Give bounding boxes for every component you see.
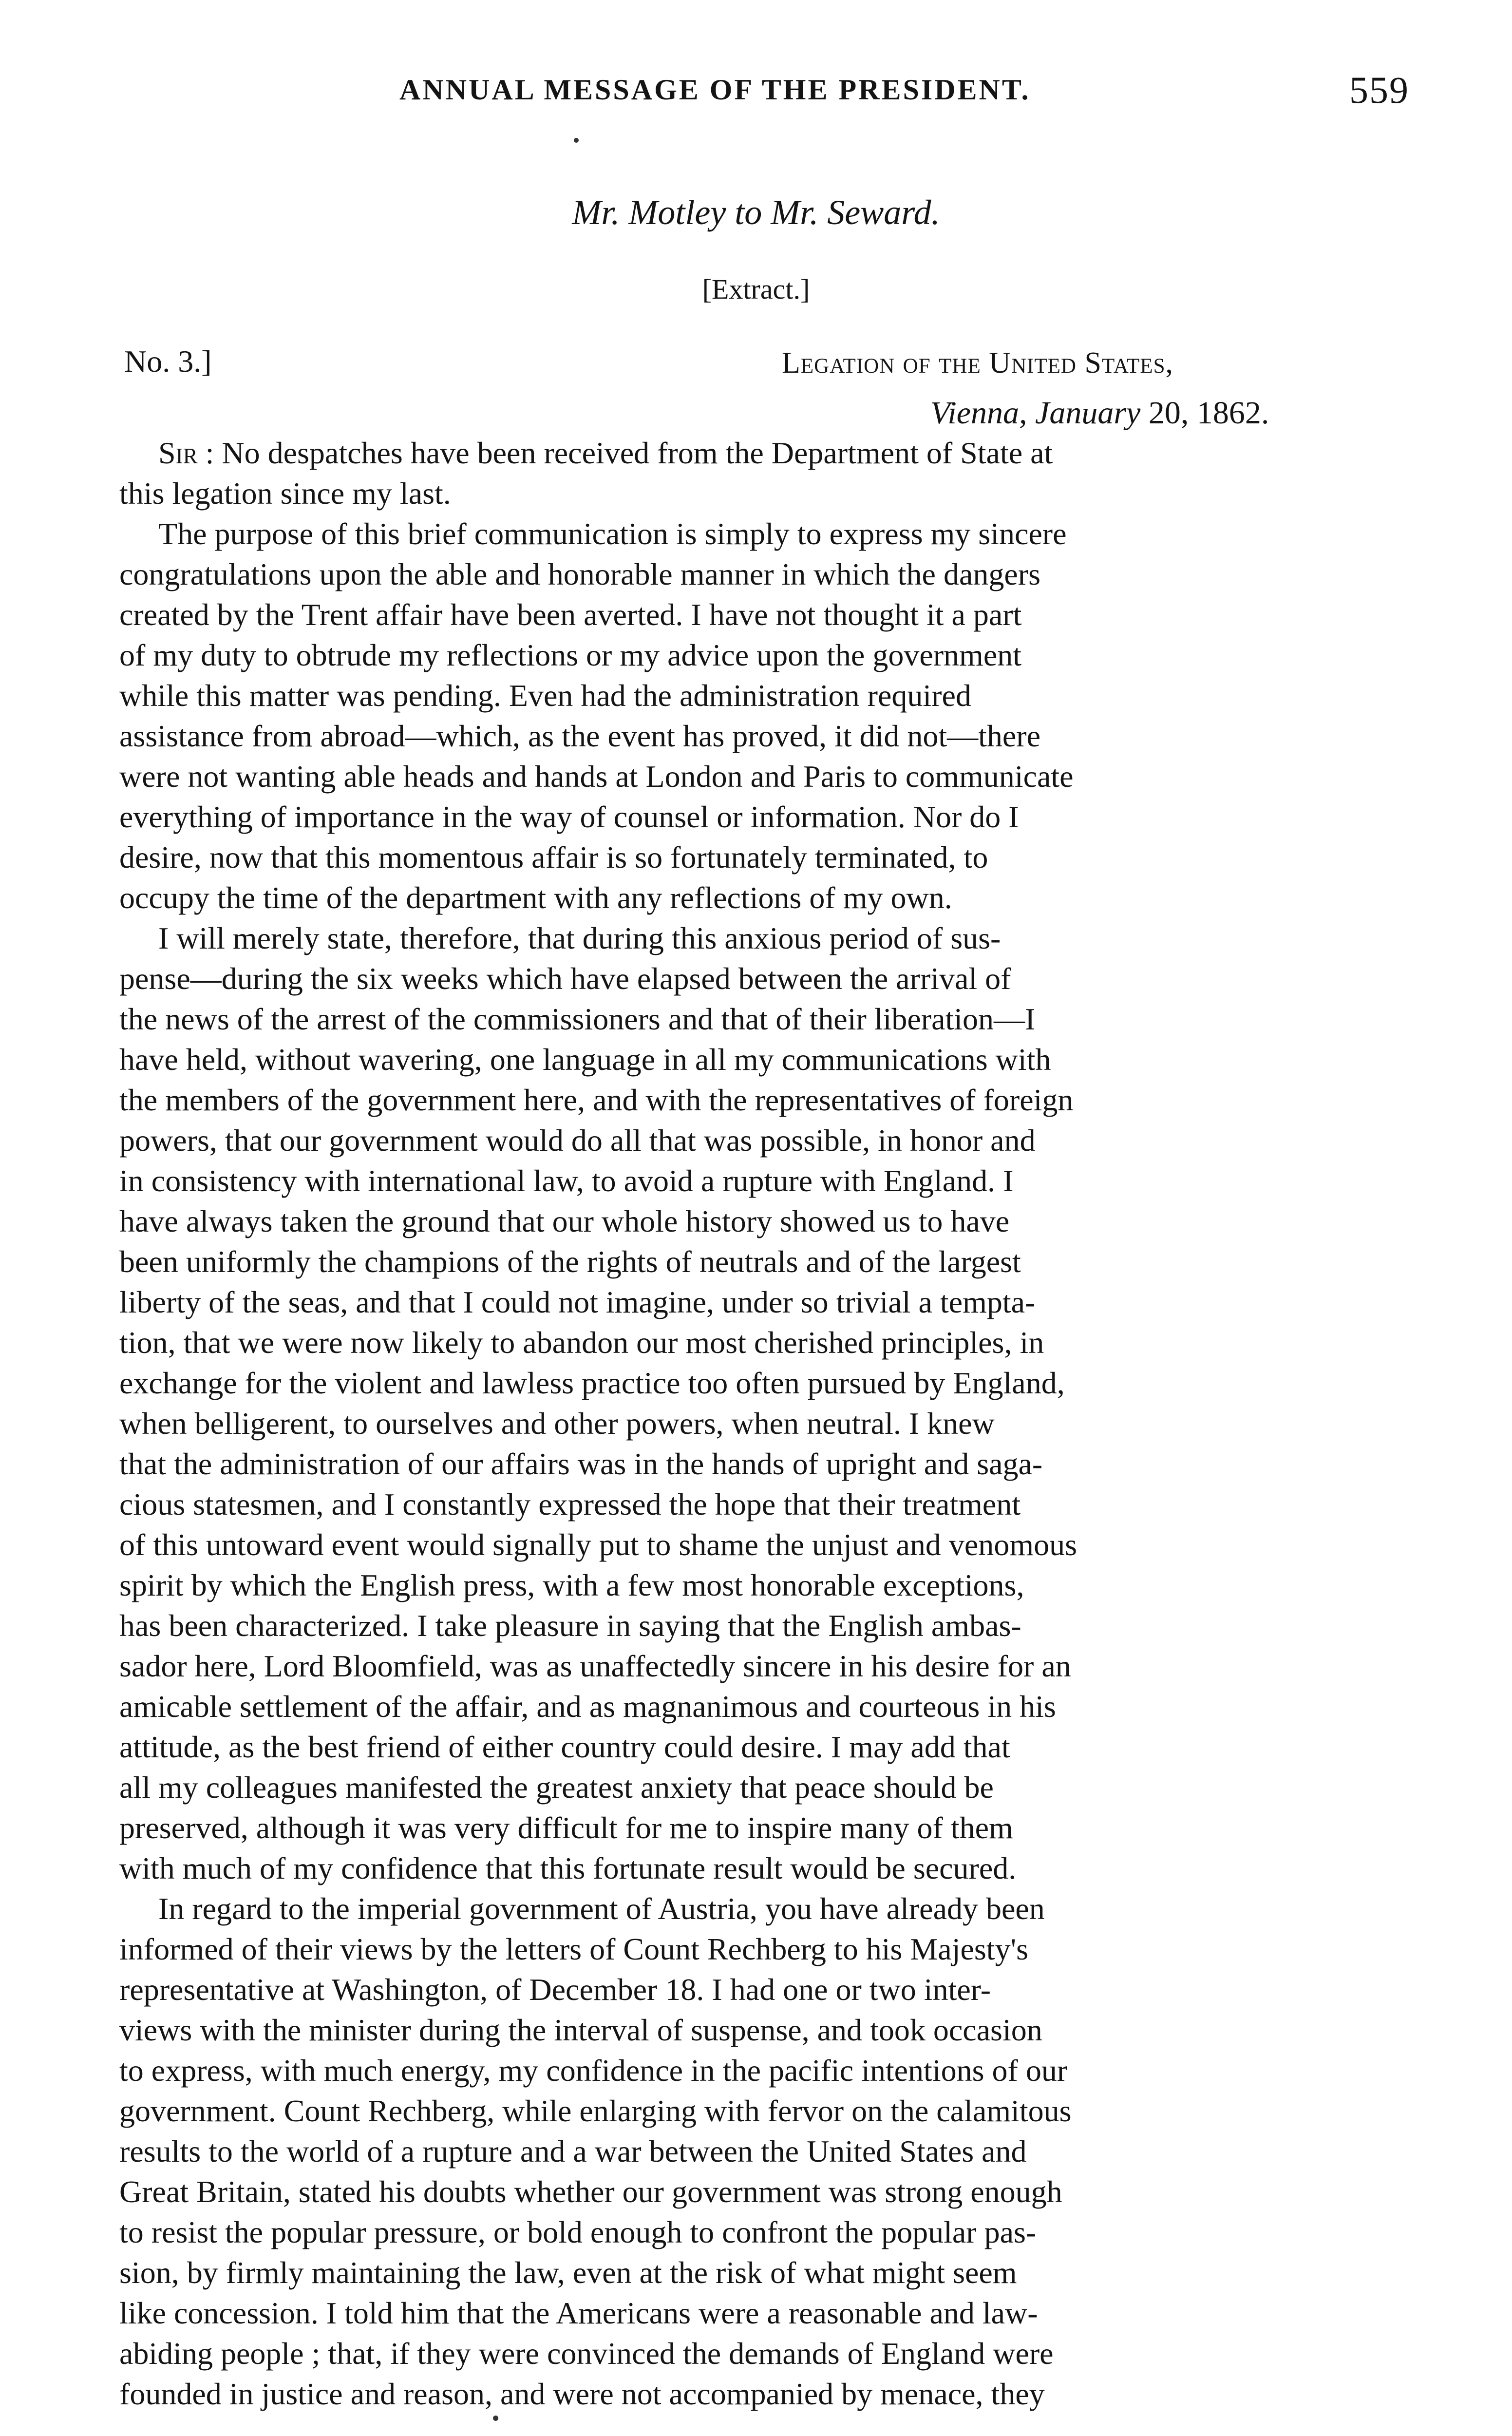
body-line: occupy the time of the department with any reflections of my own. [119,880,952,915]
dateline [930,395,1269,432]
body-line: In regard to the imperial government of Austria, you have already been [158,1891,1045,1926]
body-line: like concession. I told him that the Americans were a reasonable and law- [119,2296,1038,2330]
legation-heading: Legation of the United States, [782,346,1173,380]
body-line: of my duty to obtrude my reflections or my advice upon the government [119,638,1021,672]
body-line: attitude, as the best friend of either country could desire. I may add that [119,1730,1010,1764]
body-line: have always taken the ground that our whole history showed us to have [119,1204,1010,1238]
letter-body [119,433,1420,2414]
body-line: to express, with much energy, my confidence in the pacific intentions of our [119,2053,1068,2088]
body-line: sion, by firmly maintaining the law, even at the risk of what might seem [119,2255,1017,2290]
document-number: No. 3.] [124,344,212,379]
body-line: desire, now that this momentous affair is so fortunately terminated, to [119,840,988,875]
body-line: views with the minister during the interval of suspense, and took occasion [119,2013,1042,2047]
dateline-day-year: 20, 1862. [1140,395,1269,431]
body-line: sador here, Lord Bloomfield, was as unaffectedly sincere in his desire for an [119,1649,1071,1683]
body-line: powers, that our government would do all that was possible, in honor and [119,1123,1036,1158]
body-line: results to the world of a rupture and a war between the United States and [119,2134,1027,2169]
body-line: representative at Washington, of December 18. I had one or two inter- [119,1972,991,2007]
page-number: 559 [1349,69,1409,111]
body-line: everything of importance in the way of counsel or information. Nor do I [119,799,1019,834]
body-line: cious statesmen, and I constantly expressed the hope that their treatment [119,1487,1021,1522]
body-line: pense—during the six weeks which have elapsed between the arrival of [119,961,1011,996]
body-line: have held, without wavering, one language in all my communications with [119,1042,1051,1077]
body-line: founded in justice and reason, and were not accompanied by menace, they [119,2377,1045,2411]
body-line: assistance from abroad—which, as the event has proved, it did not—there [119,719,1040,753]
letter-title: Mr. Motley to Mr. Seward. [572,193,940,232]
body-line: that the administration of our affairs was in the hands of upright and saga- [119,1446,1043,1481]
body-line: tion, that we were now likely to abandon our most cherished principles, in [119,1325,1044,1360]
body-line: when belligerent, to ourselves and other powers, when neutral. I knew [119,1406,995,1441]
body-line: I will merely state, therefore, that during this anxious period of sus- [158,921,1001,955]
body-line: preserved, although it was very difficult for me to inspire many of them [119,1810,1013,1845]
body-line [119,433,1420,473]
ink-speck [574,138,579,143]
body-line: while this matter was pending. Even had the administration required [119,678,971,713]
body-line: government. Count Rechberg, while enlarging with fervor on the calamitous [119,2093,1072,2128]
body-line: in consistency with international law, to avoid a rupture with England. I [119,1163,1014,1198]
ink-speck [493,2416,498,2421]
body-line: the news of the arrest of the commissioners and that of their liberation—I [119,1002,1036,1036]
body-line: all my colleagues manifested the greatest anxiety that peace should be [119,1770,994,1805]
body-line: abiding people ; that, if they were convinced the demands of England were [119,2336,1054,2371]
body-line: spirit by which the English press, with a few most honorable exceptions, [119,1568,1024,1602]
body-line: to resist the popular pressure, or bold enough to confront the popular pas- [119,2215,1037,2249]
body-line: were not wanting able heads and hands at London and Paris to communicate [119,759,1074,794]
body-line: the members of the government here, and with the representatives of foreign [119,1083,1074,1117]
body-line: created by the Trent affair have been averted. I have not thought it a part [119,597,1022,632]
extract-note: [Extract.] [702,273,810,305]
body-line: with much of my confidence that this fortunate result would be secured. [119,1851,1017,1885]
body-line: amicable settlement of the affair, and as magnanimous and courteous in his [119,1689,1056,1724]
body-line: has been characterized. I take pleasure in saying that the English ambas- [119,1608,1021,1643]
body-line: congratulations upon the able and honorable manner in which the dangers [119,557,1040,591]
body-line: The purpose of this brief communication is simply to express my sincere [158,516,1067,551]
body-line: exchange for the violent and lawless practice too often pursued by England, [119,1366,1065,1400]
body-line: informed of their views by the letters of Count Rechberg to his Majesty's [119,1932,1028,1966]
body-line: liberty of the seas, and that I could not imagine, under so trivial a tempta- [119,1285,1036,1319]
salutation: Sir : No despatches have been received from the Department of State at [158,436,1053,470]
body-line: been uniformly the champions of the rights of neutrals and of the largest [119,1244,1021,1279]
running-title: ANNUAL MESSAGE OF THE PRESIDENT. [399,74,1031,106]
body-line: Great Britain, stated his doubts whether our government was strong enough [119,2174,1062,2209]
body-line: of this untoward event would signally put to shame the unjust and venomous [119,1527,1077,1562]
body-line: this legation since my last. [119,476,451,511]
dateline-place-month: Vienna, January [930,395,1141,431]
